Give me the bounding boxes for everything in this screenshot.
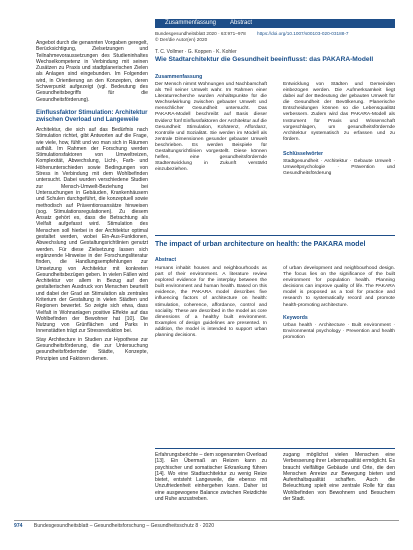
english-title: The impact of urban architecture on health: the PAKARA model <box>155 241 366 248</box>
english-abstract-label: Abstract <box>155 257 177 263</box>
german-title: Wie Stadtarchitektur die Gesundheit beeinflusst: das PAKARA-Modell <box>155 56 374 63</box>
english-keywords: Urban health · Architecture · Built environment · Environmental psychology · Prevention and health promotion <box>283 322 395 340</box>
divider-rule-bottom <box>155 448 395 449</box>
body-text-middle: Erfahrungsberichte – dem sogenannten Overload [13]. Ein Übermaß an Reizen kann zu psychischer und somatischer Erkrankung führen [14]. Wo eine Stadtarchitektur zu wenig Reize bietet, entsteht Langeweile, die ebenso mit Unzufriedenheit einhergehen kann. Daher ist eine ausgewogene Balance zwischen Reizdichte und Ruhe anzustreben. <box>155 452 267 503</box>
copyright: © Der/die Autor(en) 2020 <box>155 37 208 42</box>
left-column <box>36 40 148 362</box>
english-abstract-text-1: Humans inhabit houses and neighbourhoods as part of their environment. A literature review explored evidence for the interplay between the built environment and human health. Based on this evidence, the PAKARA model describes five influencing factors of architecture on health: stimulation, coherence, affordance, control and sociality. These are described in the model as core dimensions of a healthy built environment. Examples of design guidelines are presented. In addition, the model is intended to support urban planning decisions. <box>155 266 267 339</box>
left-paragraph-3: Stay Architecture in Studien zur Hypothese zur Gesundheitsförderung, die zur Untersuchung gesundheitsfördernder Städte, Konzepte, Prinzipien und Faktoren dienen. <box>36 336 148 362</box>
page-footer <box>14 520 399 529</box>
german-abstract-column-2 <box>283 82 395 177</box>
english-abstract-column-1 <box>155 266 267 339</box>
body-text-right: zugang möglichst vielen Menschen eine Verbesserung ihrer Lebensqualität ermöglicht. Es braucht vielfältige Gebäude und Orte, die den Menschen Anreize zur Bewegung bieten und Aufenthaltsqualität schaffen. Auch die Beleuchtung spielt eine zentrale Rolle für das Wohlbefinden von Bewohnern und Besuchern der Stadt. <box>283 452 395 503</box>
body-column-middle <box>155 452 267 502</box>
german-abstract-label: Zusammenfassung <box>155 74 203 80</box>
german-keywords: Stadtgesundheit · Architektur · Gebaute Umwelt · Umweltpsychologie · Prävention und Gesundheitsförderung <box>283 159 395 177</box>
authors: T. C. Vollmer · G. Koppen · K. Kohler <box>155 49 237 55</box>
journal-name: Bundesgesundheitsblatt – Gesundheitsforschung – Gesundheitsschutz 8 · 2020 <box>33 523 215 529</box>
page-number: 974 <box>14 523 23 529</box>
divider-rule <box>155 235 395 236</box>
german-keywords-label: Schlüsselwörter <box>283 150 324 157</box>
citation-block <box>155 31 395 43</box>
abstract-banner <box>155 19 395 28</box>
left-paragraph-1: Angebot durch die genannten Vorgaben geregelt, Berücksichtigung, Zielsetzungen und Teilnahmevoraussetzungen des Studieninhaltes Wechselkompetenz in Verbindung mit seinen Zusätzen zu Praxis und stadtplanerischen Zielen als Anlagen sind eingebunden. Im Folgenden wird, in Orientierung an den Konzepten, deren Schwerpunkt aufgezeigt (vgl. Bedeutung des Gesundheitsbegriffs für die Gesundheitsförderung). <box>36 40 148 103</box>
german-abstract-column-1 <box>155 82 267 173</box>
german-abstract-text-1: Der Mensch nimmt Wohnungen und Nachbarschaft als Teil seiner Umwelt wahr. Im Rahmen einer Literaturrecherche wurden Anhaltspunkte für die Wechselwirkung zwischen gebauter Umwelt und menschlicher Gesundheit untersucht. Das PAKARA-Modell beschreibt auf Basis dieser Evidenz fünf Einflussfaktoren der Architektur auf die Gesundheit: Stimulation, Kohärenz, Affordanz, Kontrolle und Sozialität. Sie werden im Modell als zentrale Dimensionen gesunder gebauter Umwelt beschrieben. Es werden Beispiele für Gestaltungsrichtlinien vorgestellt. Diese können helfen, eine gesundheitsfördernde Stadtentwicklung in Zukunft verstärkt einzubeziehen. <box>155 82 268 173</box>
banner-label-german: Zusammenfassung <box>165 20 217 26</box>
left-paragraph-2: Architektur, die sich auf das Bedürfnis nach Stimulation richtet, gibt Antworten auf die Frage, wie viele, how, fühlt und wo man sich in Räumen aufhält. Im Rahmen der Forschung werden Stimulationsfaktoren von Umweltreizen, Komplexität, Abwechslung, Licht-, Farb- und Höhenunterschieden sowie Bedingungen von Stress in Verbindung mit dem Wohlbefinden untersucht. Dabei wurden verschiedene Studien zur Mensch-Umwelt-Beziehung bei Untersuchungen in Gebäuden, Krankenhäusern und Schulen durchgeführt, die konzeptuell sowie methodisch auf Präventionsansätze hinweisen (sog. Stimulationsregulationen). Zu diesem Ansatz gehört es, dass die Betrachtung als Vielfalt aufgefasst wird. Stimulation des Menschen soll hierbei in der Architektur optimal gestaltet werden, wobei Ein-Aus-Funktionen, Abwechslung und Gestaltungsrichtlinien genutzt werden. Für diese Zielsetzung lassen sich ergänzende Hinweise in der Forschungsliteratur finden, die Handlungsempfehlungen zur Umsetzung von Architektur mit konkreten Gesundheitsbezügen geben. In vielen Fällen wird Architektur vor allem in Bezug auf den gestalterischen Ausdruck von Menschen beurteilt und dabei der Grad an Stimulation als zentrales Kriterium der Gestaltung in vielen Städten und Regionen bewertet. So zeigte sich etwa, dass Vielfalt in Wohnanlagen positive Effekte auf das Wohlbefinden der Bewohner hat [10]. Die Nutzung von Grünflächen und Parks in Innenstädten trägt zur Stressreduktion bei. <box>36 126 148 335</box>
body-column-right <box>283 452 395 502</box>
english-abstract-text-2: of urban development and neighbourhood design. The focus lies on the significance of the built environment for population health. Planning decisions can improve quality of life. The PAKARA model is proposed as a tool for practice and research to systematically record and promote health-promoting architecture. <box>283 266 395 308</box>
german-abstract-text-2: Entwicklung von Städten und Gemeinden einbezogen werden. Die Aufmerksamkeit liegt dabei auf der Bedeutung der gebauten Umwelt für die Gesundheit der Bevölkerung. Planerische Entscheidungen können so die Lebensqualität verbessern. Zudem wird das PAKARA-Modell als Instrument für Praxis und Wissenschaft vorgeschlagen, um gesundheitsfördernde Architektur systematisch zu erfassen und zu fördern. <box>283 82 395 142</box>
english-keywords-label: Keywords <box>283 314 308 321</box>
section-heading-stimulation: Einflussfaktor Stimulation: Architektur zwischen Overload und Langeweile <box>36 108 148 123</box>
doi-link[interactable]: https://doi.org/10.1007/s00103-020-03188-7 <box>257 31 349 36</box>
citation-journal: Bundesgesundheitsblatt 2020 · 63:971–978 <box>155 31 246 36</box>
banner-label-english: Abstract <box>230 20 253 26</box>
english-abstract-column-2 <box>283 266 395 341</box>
